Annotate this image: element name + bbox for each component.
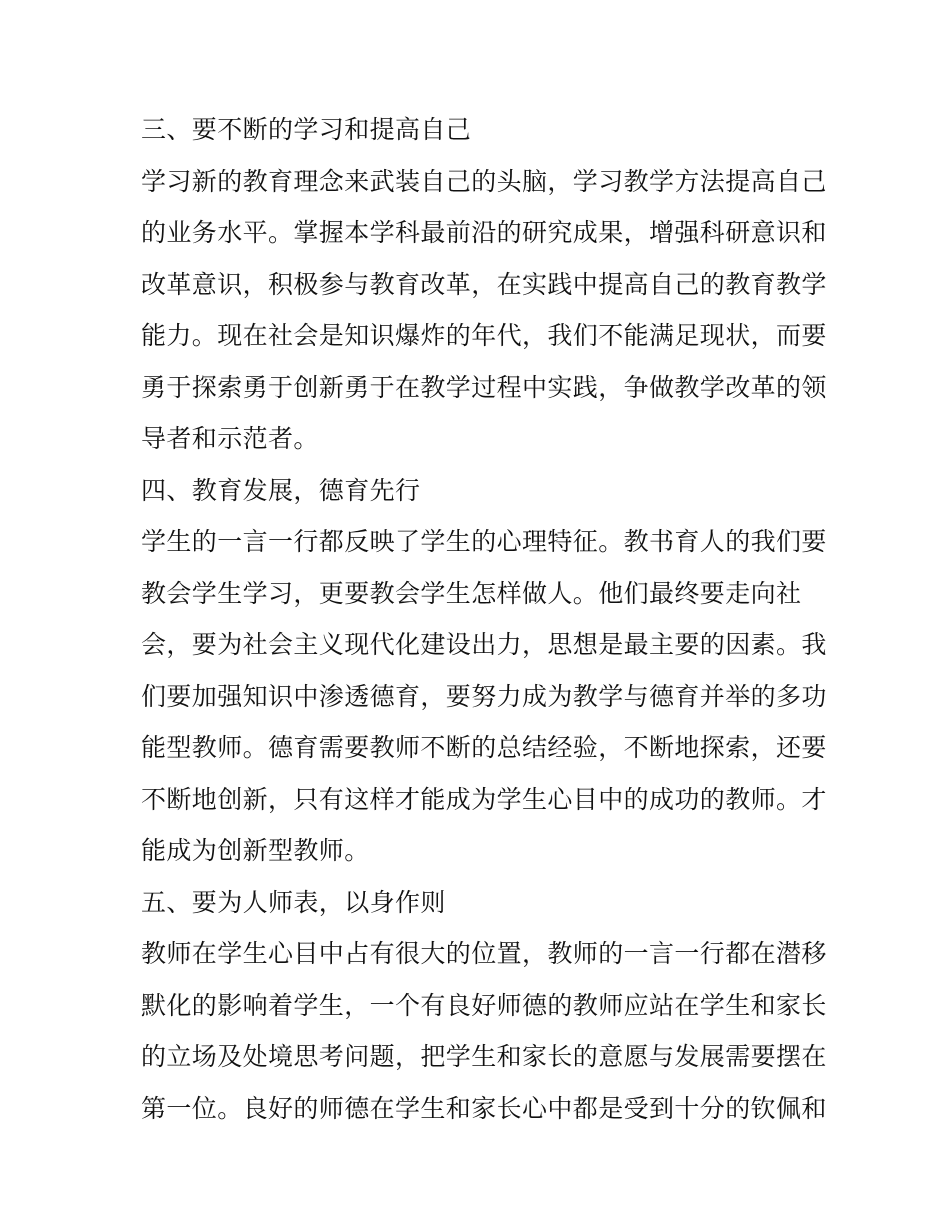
paragraph-line: 导者和示范者。 (141, 424, 319, 453)
section-heading: 四、教育发展，德育先行 (141, 475, 421, 505)
section-3 (141, 104, 827, 465)
paragraph-line: 能型教师。德育需要教师不断的总结经验，不断地探索，还要 (141, 733, 827, 762)
paragraph-line: 改革意识，积极参与教育改革，在实践中提高自己的教育教学 (141, 269, 827, 299)
paragraph-line: 会，要为社会主义现代化建设出力，思想是最主要的因素。我 (141, 630, 827, 659)
paragraph-line: 的立场及处境思考问题，把学生和家长的意愿与发展需要摆在 (141, 1042, 827, 1071)
document-body (141, 104, 827, 1134)
paragraph-line: 学习新的教育理念来武装自己的头脑，学习教学方法提高自己 (141, 166, 827, 196)
paragraph-line: 默化的影响着学生，一个有良好师德的教师应站在学生和家长 (141, 990, 827, 1020)
section-5 (141, 877, 827, 1135)
section-heading: 五、要为人师表，以身作则 (141, 887, 446, 917)
section-heading: 三、要不断的学习和提高自己 (141, 115, 472, 144)
paragraph-line: 不断地创新，只有这样才能成为学生心目中的成功的教师。才 (141, 784, 827, 814)
paragraph-line: 能力。现在社会是知识爆炸的年代，我们不能满足现状，而要 (141, 321, 827, 350)
paragraph-line: 第一位。良好的师德在学生和家长心中都是受到十分的钦佩和 (141, 1093, 827, 1123)
paragraph-line: 们要加强知识中渗透德育，要努力成为教学与德育并举的多功 (141, 681, 827, 711)
paragraph-line: 能成为创新型教师。 (141, 836, 370, 865)
paragraph-line: 的业务水平。掌握本学科最前沿的研究成果，增强科研意识和 (141, 218, 827, 247)
section-4 (141, 465, 827, 877)
paragraph-line: 教会学生学习，更要教会学生怎样做人。他们最终要走向社 (141, 578, 802, 608)
paragraph-line: 学生的一言一行都反映了学生的心理特征。教书育人的我们要 (141, 527, 827, 556)
paragraph-line: 教师在学生心目中占有很大的位置，教师的一言一行都在潜移 (141, 939, 827, 968)
paragraph-line: 勇于探索勇于创新勇于在教学过程中实践，争做教学改革的领 (141, 372, 827, 402)
